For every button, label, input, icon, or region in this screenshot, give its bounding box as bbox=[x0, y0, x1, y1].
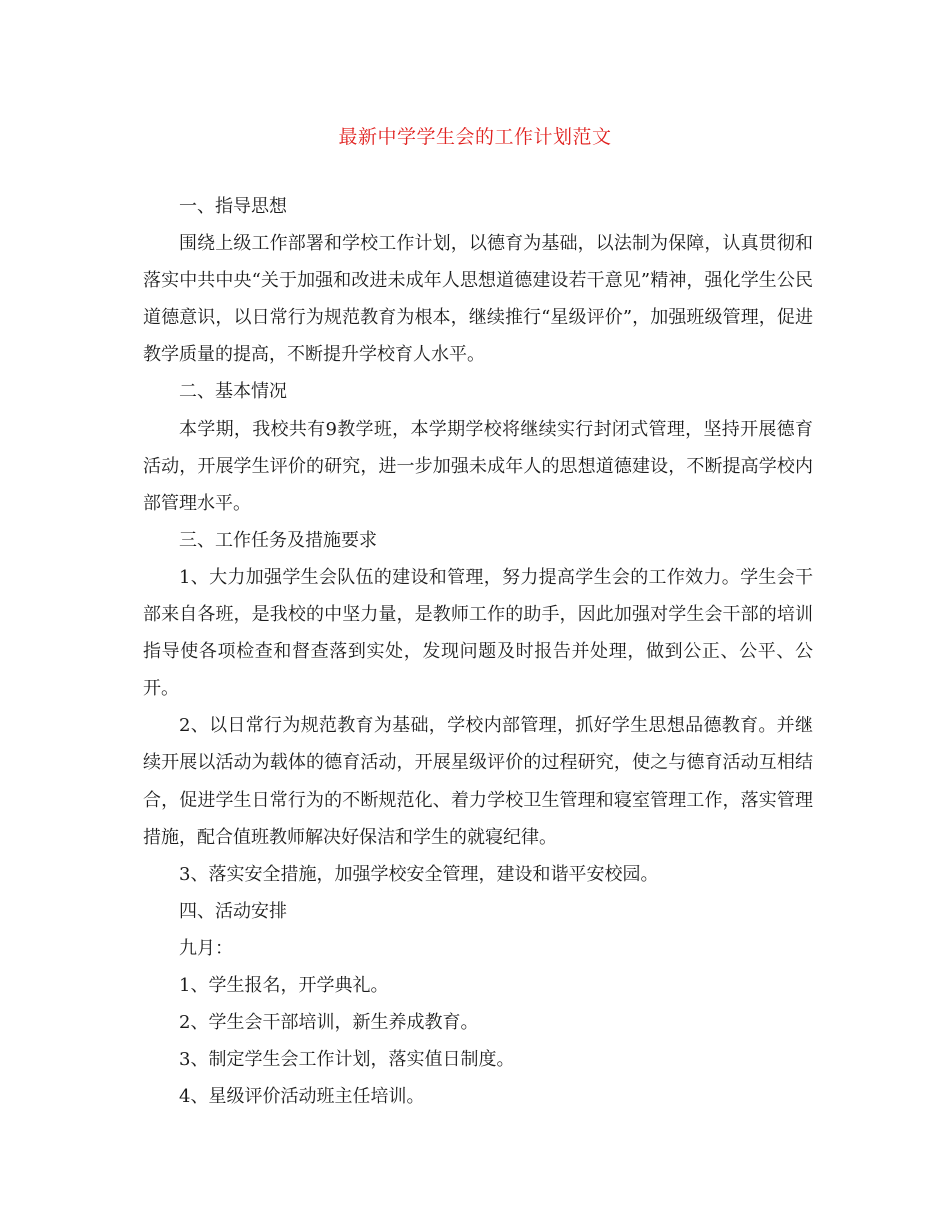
paragraph-guiding-ideology: 围绕上级工作部署和学校工作计划，以德育为基础，以法制为保障，认真贯彻和落实中共中央“关于加强和改进未成年人思想道德建设若干意见”精神，强化学生公民道德意识，以日常行为规范教育为根本，继续推行“星级评价”，加强班级管理，促进教学质量的提高，不断提升学校育人水平。 bbox=[143, 233, 813, 366]
paragraph-task-3: 3、落实安全措施，加强学校安全管理，建设和谐平安校园。 bbox=[179, 863, 659, 885]
list-item: 2、学生会干部培训，新生养成教育。 bbox=[179, 1012, 479, 1034]
section-heading-tasks-measures: 三、工作任务及措施要求 bbox=[179, 529, 377, 551]
list-item: 1、学生报名，开学典礼。 bbox=[179, 974, 389, 996]
list-item: 4、星级评价活动班主任培训。 bbox=[179, 1086, 425, 1108]
section-heading-basic-situation: 二、基本情况 bbox=[179, 381, 287, 403]
section-heading-guiding-ideology: 一、指导思想 bbox=[179, 196, 287, 217]
paragraph-basic-situation: 本学期，我校共有9教学班，本学期学校将继续实行封闭式管理，坚持开展德育活动，开展学生评价的研究，进一步加强未成年人的思想道德建设，不断提高学校内部管理水平。 bbox=[143, 418, 813, 514]
paragraph-task-2: 2、以日常行为规范教育为基础，学校内部管理，抓好学生思想品德教育。并继续开展以活动为载体的德育活动，开展星级评价的过程研究，使之与德育活动互相结合，促进学生日常行为的不断规范化、着力学校卫生管理和寝室管理工作，落实管理措施，配合值班教师解决好保洁和学生的就寝纪律。 bbox=[143, 715, 813, 848]
section-heading-activity-schedule: 四、活动安排 bbox=[179, 900, 287, 922]
month-heading-september: 九月： bbox=[179, 937, 233, 959]
document-title: 最新中学学生会的工作计划范文 bbox=[338, 126, 612, 148]
paragraph-task-1: 1、大力加强学生会队伍的建设和管理，努力提高学生会的工作效力。学生会干部来自各班，是我校的中坚力量，是教师工作的助手，因此加强对学生会干部的培训指导使各项检查和督查落到实处，发现问题及时报告并处理，做到公正、公平、公开。 bbox=[143, 566, 813, 700]
document-body bbox=[143, 188, 813, 1115]
list-item: 3、制定学生会工作计划，落实值日制度。 bbox=[179, 1049, 515, 1071]
